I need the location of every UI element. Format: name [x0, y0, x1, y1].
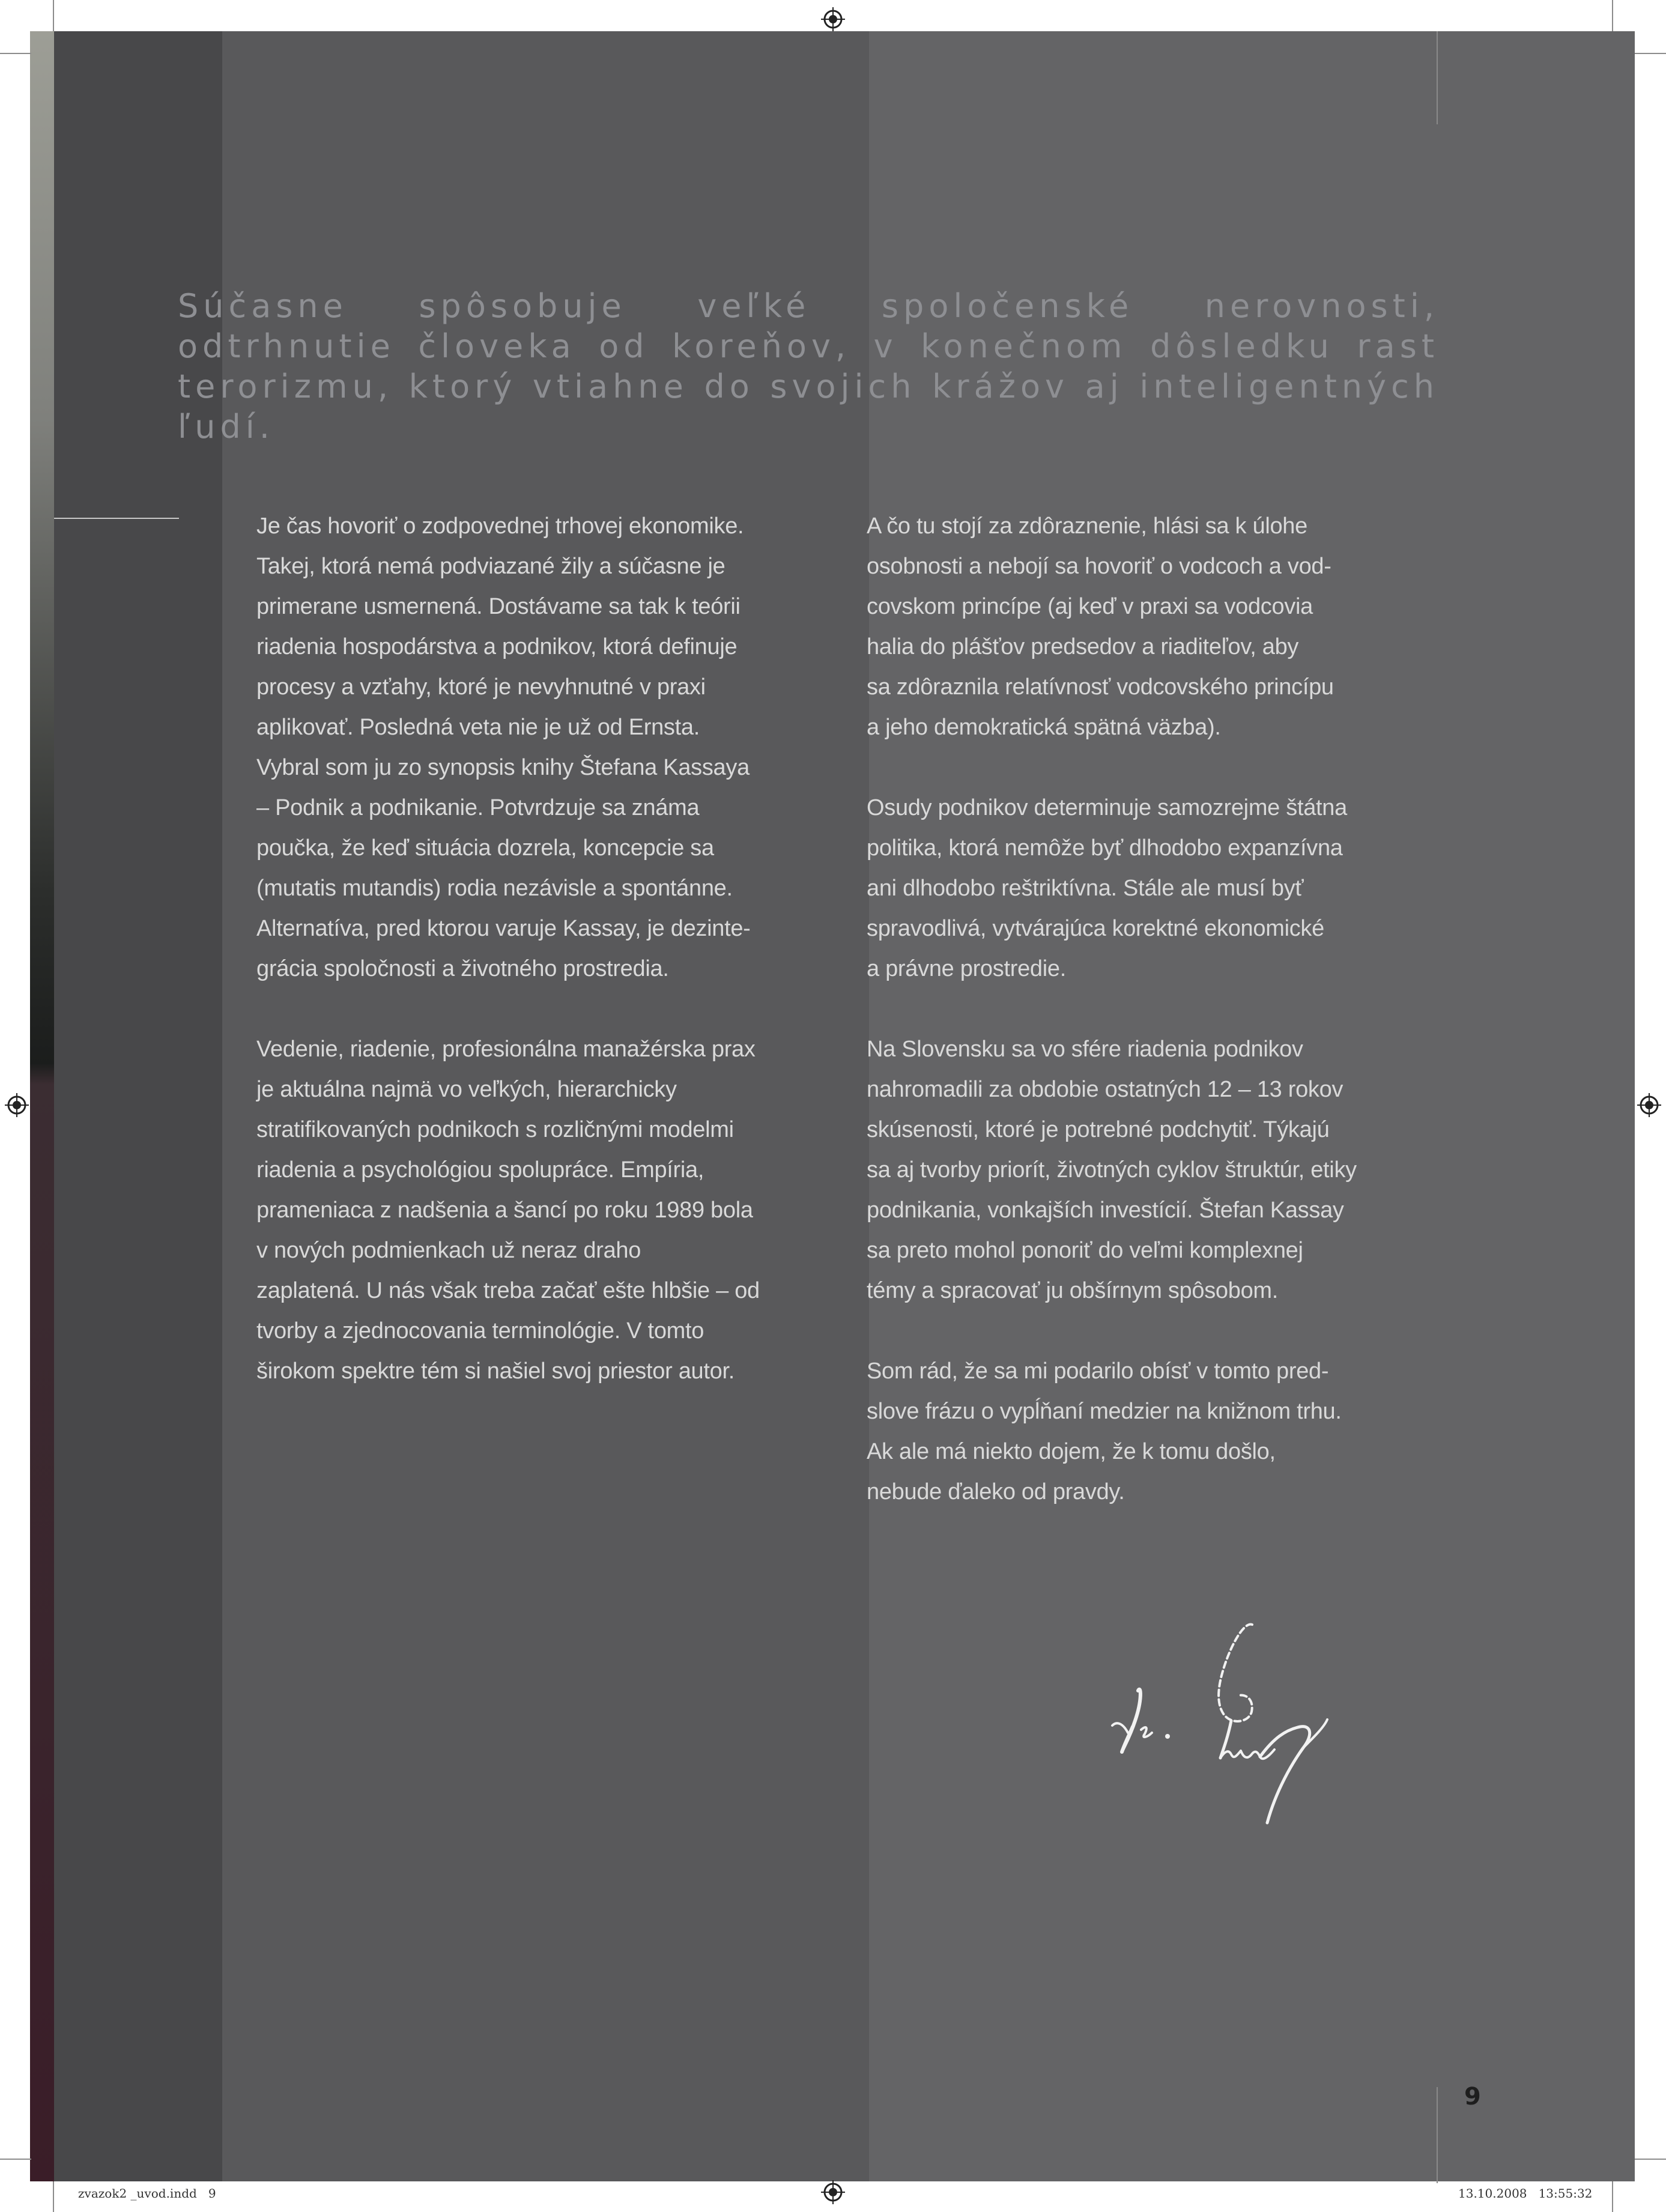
registration-mark-left-icon	[5, 1093, 29, 1117]
registration-mark-right-icon	[1637, 1093, 1661, 1117]
crop-mark-bottom-right-v	[1612, 2181, 1613, 2212]
crop-mark-bottom-left-h	[0, 2159, 31, 2160]
paragraph: Na Slovensku sa vo sfére riadenia podnikov nahromadili za obdobie ostatných 12 – 13 rokov skúsenosti, ktoré je potrebné podchytiť. Týkajú sa aj tvorby priorít, životných cyklov štruktúr, etiky podnikania, vonkajších investícií. Štefan Kassay sa preto mohol ponoriť do veľmi komplexnej témy a spracovať ju obšírnym spôsobom.	[867, 1037, 1357, 1303]
page-number: 9	[1464, 2083, 1481, 2110]
crop-mark-bottom-left-v	[53, 2181, 54, 2212]
print-slug-filename: zvazok2 _uvod.indd 9	[78, 2186, 216, 2201]
print-slug-timestamp: 13.10.2008 13:55:32	[1458, 2186, 1593, 2201]
vertical-rule-top	[1437, 31, 1438, 124]
margin-rule	[54, 518, 179, 519]
right-text-column	[867, 506, 1425, 1553]
vertical-rule-bottom	[1437, 2087, 1438, 2183]
crop-mark-top-left-h	[0, 53, 31, 54]
paragraph: Osudy podnikov determinuje samozrejme štátna politika, ktorá nemôže byť dlhodobo expanzívna ani dlhodobo reštriktívna. Stále ale musí byť spravodlivá, vytvárajúca korektné ekonomické a právne prostredie.	[867, 795, 1347, 981]
crop-mark-top-right-v	[1612, 0, 1613, 31]
left-text-column	[256, 506, 815, 1432]
pull-quote: Súčasne spôsobuje veľké spoločenské nerovnosti, odtrhnutie človeka od koreňov, v konečnom dôsledku rast terorizmu, ktorý vtiahne do svojich krážov aj inteligentných ľudí.	[178, 287, 1439, 446]
paragraph: A čo tu stojí za zdôraznenie, hlási sa k úlohe osobnosti a nebojí sa hovoriť o vodcoch a vod- covskom princípe (aj keď v praxi sa vodcovia halia do plášťov predsedov a riaditeľov, aby sa zdôraznila relatívnosť vodcovského princípu a jeho demokratická spätná väzba).	[867, 514, 1334, 740]
photo-edge-strip	[30, 31, 54, 2181]
crop-mark-top-right-h	[1635, 53, 1666, 54]
paragraph: Vedenie, riadenie, profesionálna manažérska prax je aktuálna najmä vo veľkých, hierarchicky stratifikovaných podnikoch s rozličnými modelmi riadenia a psychológiou spolupráce. Empíria, prameniaca z nadšenia a šancí po roku 1989 bola v nových podmienkach už neraz draho zaplatená. U nás však treba začať ešte hlbšie – od tvorby a zjednocovania terminológie. V tomto širokom spektre tém si našiel svoj priestor autor.	[256, 1037, 760, 1384]
registration-mark-top-icon	[821, 7, 845, 31]
author-signature-image	[1105, 1619, 1393, 1826]
crop-mark-bottom-right-h	[1635, 2159, 1666, 2160]
paragraph: Je čas hovoriť o zodpovednej trhovej ekonomike. Takej, ktorá nemá podviazané žily a súčasne je primerane usmernená. Dostávame sa tak k teórii riadenia hospodárstva a podnikov, ktorá definuje procesy a vzťahy, ktoré je nevyhnutné v praxi aplikovať. Posledná veta nie je už od Ernsta. Vybral som ju zo synopsis knihy Štefana Kassaya – Podnik a podnikanie. Potvrdzuje sa známa poučka, že keď situácia dozrela, koncepcie sa (mutatis mutandis) rodia nezávisle a spontánne. Alternatíva, pred ktorou varuje Kassay, je dezinte- grácia spoločnosti a životného prostredia.	[256, 514, 751, 981]
crop-mark-top-left-v	[53, 0, 54, 31]
registration-mark-bottom-icon	[821, 2180, 845, 2204]
paragraph: Som rád, že sa mi podarilo obísť v tomto pred- slove frázu o vypĺňaní medzier na knižnom trhu. Ak ale má niekto dojem, že k tomu došlo, nebude ďaleko od pravdy.	[867, 1359, 1342, 1504]
